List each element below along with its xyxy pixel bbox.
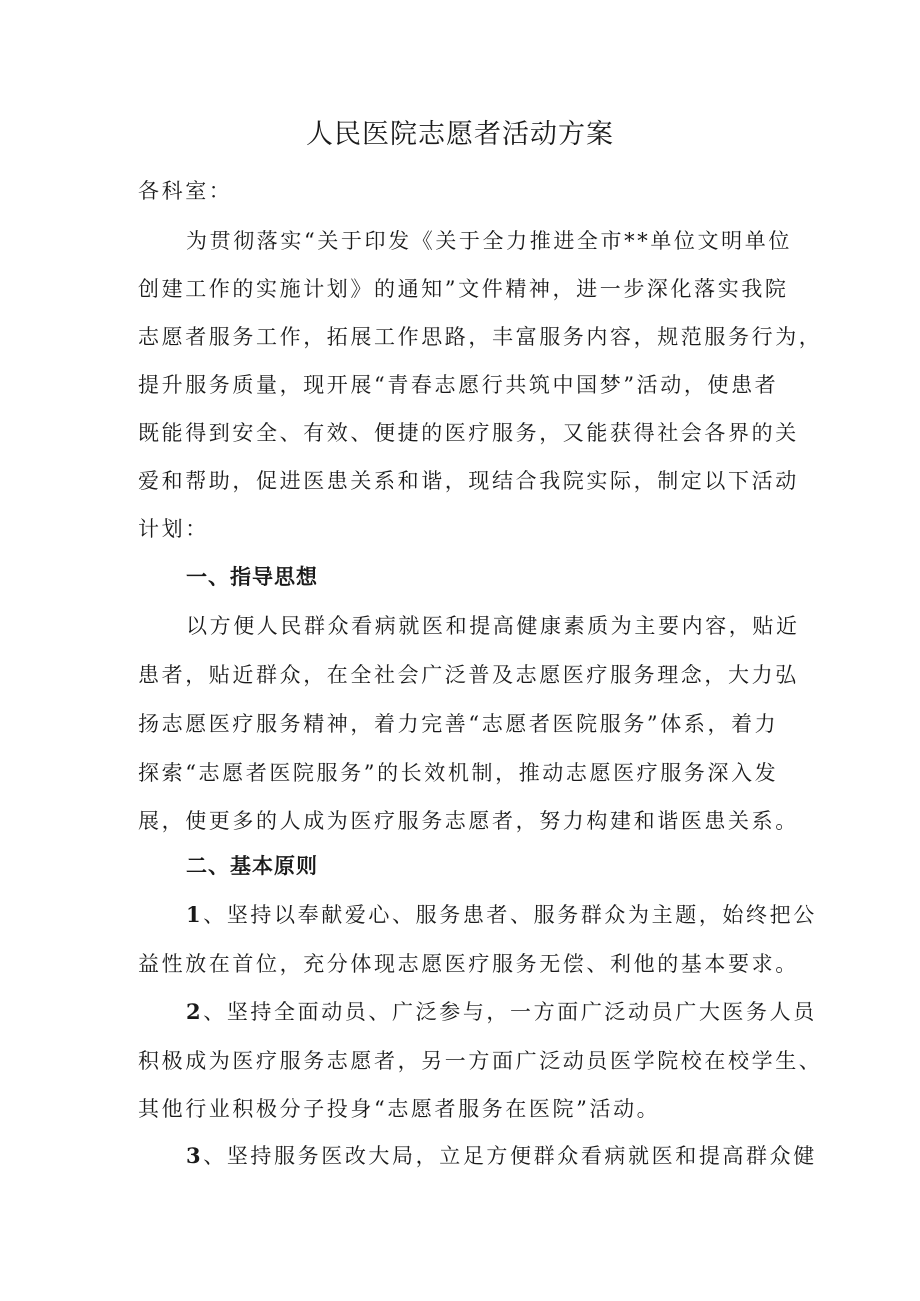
section1-line: 扬志愿医疗服务精神，着力完善“志愿者医院服务”体系，着力	[138, 712, 779, 736]
intro-line: 爱和帮助，促进医患关系和谐，现结合我院实际，制定以下活动	[138, 469, 799, 493]
principle-2-line: 积极成为医疗服务志愿者，另一方面广泛动员医学院校在校学生、	[138, 1049, 823, 1073]
principle-text: 、坚持服务医改大局，立足方便群众看病就医和提高群众健	[203, 1144, 817, 1168]
principle-1-line	[186, 900, 846, 930]
section1-line: 患者，贴近群众，在全社会广泛普及志愿医疗服务理念，大力弘	[138, 663, 799, 687]
principle-text: 、坚持全面动员、广泛参与，一方面广泛动员广大医务人员	[203, 1000, 817, 1024]
principle-text: 、坚持以奉献爱心、服务患者、服务群众为主题，始终把公	[203, 903, 817, 927]
section-heading-guiding-ideology: 一、指导思想	[186, 565, 318, 589]
section1-line: 展，使更多的人成为医疗服务志愿者，努力构建和谐医患关系。	[138, 809, 799, 833]
principle-2-line	[186, 997, 846, 1027]
principle-1-line: 益性放在首位，充分体现志愿医疗服务无偿、利他的基本要求。	[138, 952, 799, 976]
section1-line: 探索“志愿者医院服务”的长效机制，推动志愿医疗服务深入发	[138, 761, 779, 785]
principle-2-line: 其他行业积极分子投身“志愿者服务在医院”活动。	[138, 1097, 661, 1121]
principle-3-line	[186, 1141, 846, 1171]
intro-line: 创建工作的实施计划》的通知”文件精神，进一步深化落实我院	[138, 277, 789, 301]
principle-number: 2	[186, 999, 204, 1024]
intro-line: 计划：	[138, 517, 209, 541]
principle-number: 1	[186, 902, 204, 927]
intro-line: 为贯彻落实“关于印发《关于全力推进全市**单位文明单位	[186, 229, 792, 253]
intro-line: 既能得到安全、有效、便捷的医疗服务，又能获得社会各界的关	[138, 421, 799, 445]
section-heading-basic-principles: 二、基本原则	[186, 854, 318, 878]
intro-line: 提升服务质量，现开展“青春志愿行共筑中国梦”活动，使患者	[138, 373, 779, 397]
salutation: 各科室：	[138, 179, 233, 203]
principle-number: 3	[186, 1143, 204, 1168]
section1-line: 以方便人民群众看病就医和提高健康素质为主要内容，贴近	[186, 614, 800, 638]
intro-line: 志愿者服务工作，拓展工作思路，丰富服务内容，规范服务行为，	[138, 325, 823, 349]
document-title: 人民医院志愿者活动方案	[306, 119, 614, 150]
